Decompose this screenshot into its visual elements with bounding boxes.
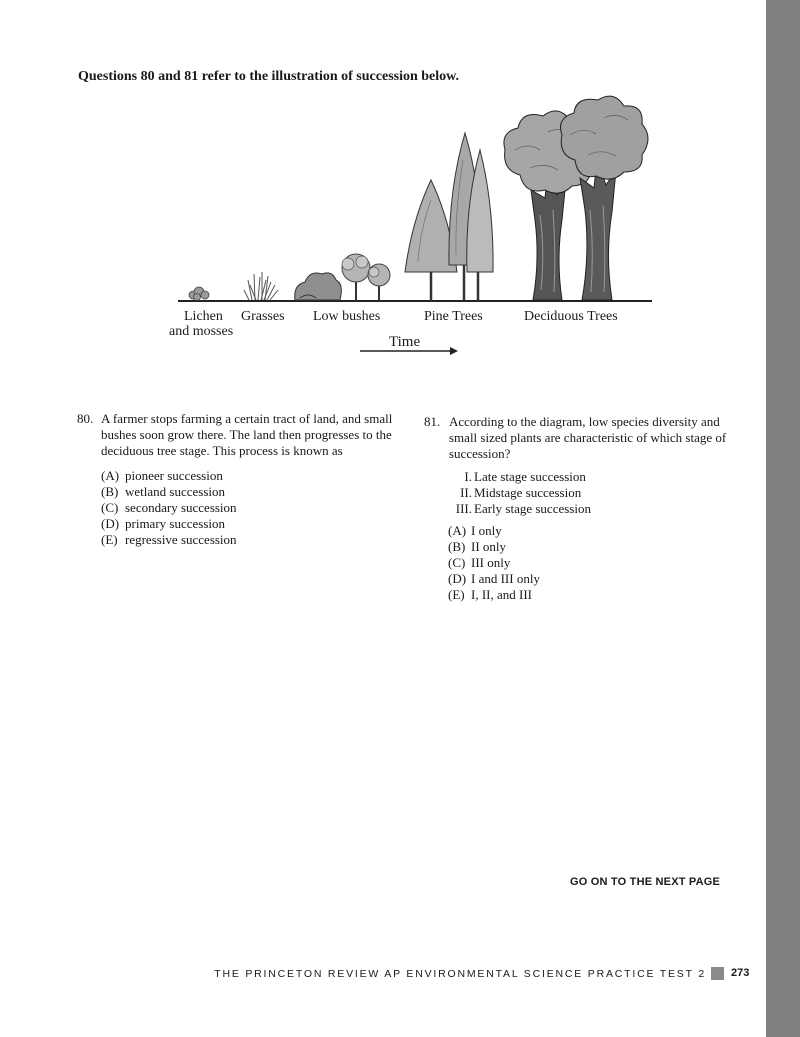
q81-choice-d-text: I and III only bbox=[471, 571, 540, 586]
stage-label-grasses: Grasses bbox=[241, 309, 285, 324]
q81-choice-e-letter: (E) bbox=[448, 587, 465, 602]
q81-statement-3-numeral: III. bbox=[455, 501, 472, 516]
question-81-number: 81. bbox=[424, 414, 441, 429]
q81-choice-b-text: II only bbox=[471, 539, 507, 554]
q81-choice-a-letter: (A) bbox=[448, 523, 467, 538]
q80-choice-b-text: wetland succession bbox=[125, 484, 226, 499]
q81-statement-1-text: Late stage succession bbox=[474, 469, 586, 484]
lichen-drawing bbox=[189, 287, 209, 301]
succession-illustration bbox=[0, 0, 800, 370]
q80-choice-e-letter: (E) bbox=[101, 532, 118, 547]
q80-choice-a-letter: (A) bbox=[101, 468, 120, 483]
stage-label-pine-trees: Pine Trees bbox=[424, 309, 483, 324]
q80-choice-c-text: secondary succession bbox=[125, 500, 237, 515]
q81-choice-b-letter: (B) bbox=[448, 539, 466, 554]
q80-choice-d-text: primary succession bbox=[125, 516, 226, 531]
q81-statement-1-numeral: I. bbox=[464, 469, 472, 484]
time-arrow-head bbox=[450, 347, 458, 355]
stage-label-lichen: Lichen bbox=[184, 309, 223, 324]
question-81-line-3: succession? bbox=[449, 446, 511, 461]
stage-label-deciduous-trees: Deciduous Trees bbox=[524, 309, 618, 324]
question-80-line-1: A farmer stops farming a certain tract of land, and small bbox=[101, 411, 393, 426]
q81-choice-e-text: I, II, and III bbox=[471, 587, 532, 602]
go-on-next-page: GO ON TO THE NEXT PAGE bbox=[570, 876, 721, 888]
question-80-number: 80. bbox=[77, 411, 94, 426]
page-number: 273 bbox=[731, 967, 750, 979]
low-bushes-drawing bbox=[295, 273, 342, 300]
question-81-line-2: small sized plants are characteristic of which stage of bbox=[449, 430, 727, 445]
q81-choice-a-text: I only bbox=[471, 523, 502, 538]
q80-choice-b-letter: (B) bbox=[101, 484, 119, 499]
q81-statement-2-numeral: II. bbox=[460, 485, 472, 500]
stage-label-low-bushes: Low bushes bbox=[313, 309, 381, 324]
questions-heading: Questions 80 and 81 refer to the illustration of succession below. bbox=[78, 69, 459, 84]
q81-statement-3-text: Early stage succession bbox=[474, 501, 591, 516]
q81-choice-d-letter: (D) bbox=[448, 571, 467, 586]
footer-square bbox=[711, 967, 724, 980]
small-shrubs-drawing bbox=[342, 254, 390, 301]
q80-choice-a-text: pioneer succession bbox=[125, 468, 223, 483]
stage-label-lichen-line2: and mosses bbox=[169, 324, 234, 339]
q81-choice-c-letter: (C) bbox=[448, 555, 466, 570]
grasses-drawing bbox=[244, 272, 278, 300]
time-label: Time bbox=[389, 334, 421, 350]
q80-choice-d-letter: (D) bbox=[101, 516, 120, 531]
q80-choice-c-letter: (C) bbox=[101, 500, 119, 515]
q80-choice-e-text: regressive succession bbox=[125, 532, 237, 547]
question-80-line-2: bushes soon grow there. The land then progresses to the bbox=[101, 427, 392, 442]
footer-title: THE PRINCETON REVIEW AP ENVIRONMENTAL SCIENCE PRACTICE TEST 2 bbox=[214, 968, 706, 980]
pine-trees-drawing bbox=[405, 133, 493, 301]
q81-choice-c-text: III only bbox=[471, 555, 511, 570]
deciduous-trees-drawing bbox=[504, 96, 648, 300]
q81-statement-2-text: Midstage succession bbox=[474, 485, 582, 500]
question-81-line-1: According to the diagram, low species diversity and bbox=[449, 414, 720, 429]
question-80-line-3: deciduous tree stage. This process is known as bbox=[101, 443, 343, 458]
